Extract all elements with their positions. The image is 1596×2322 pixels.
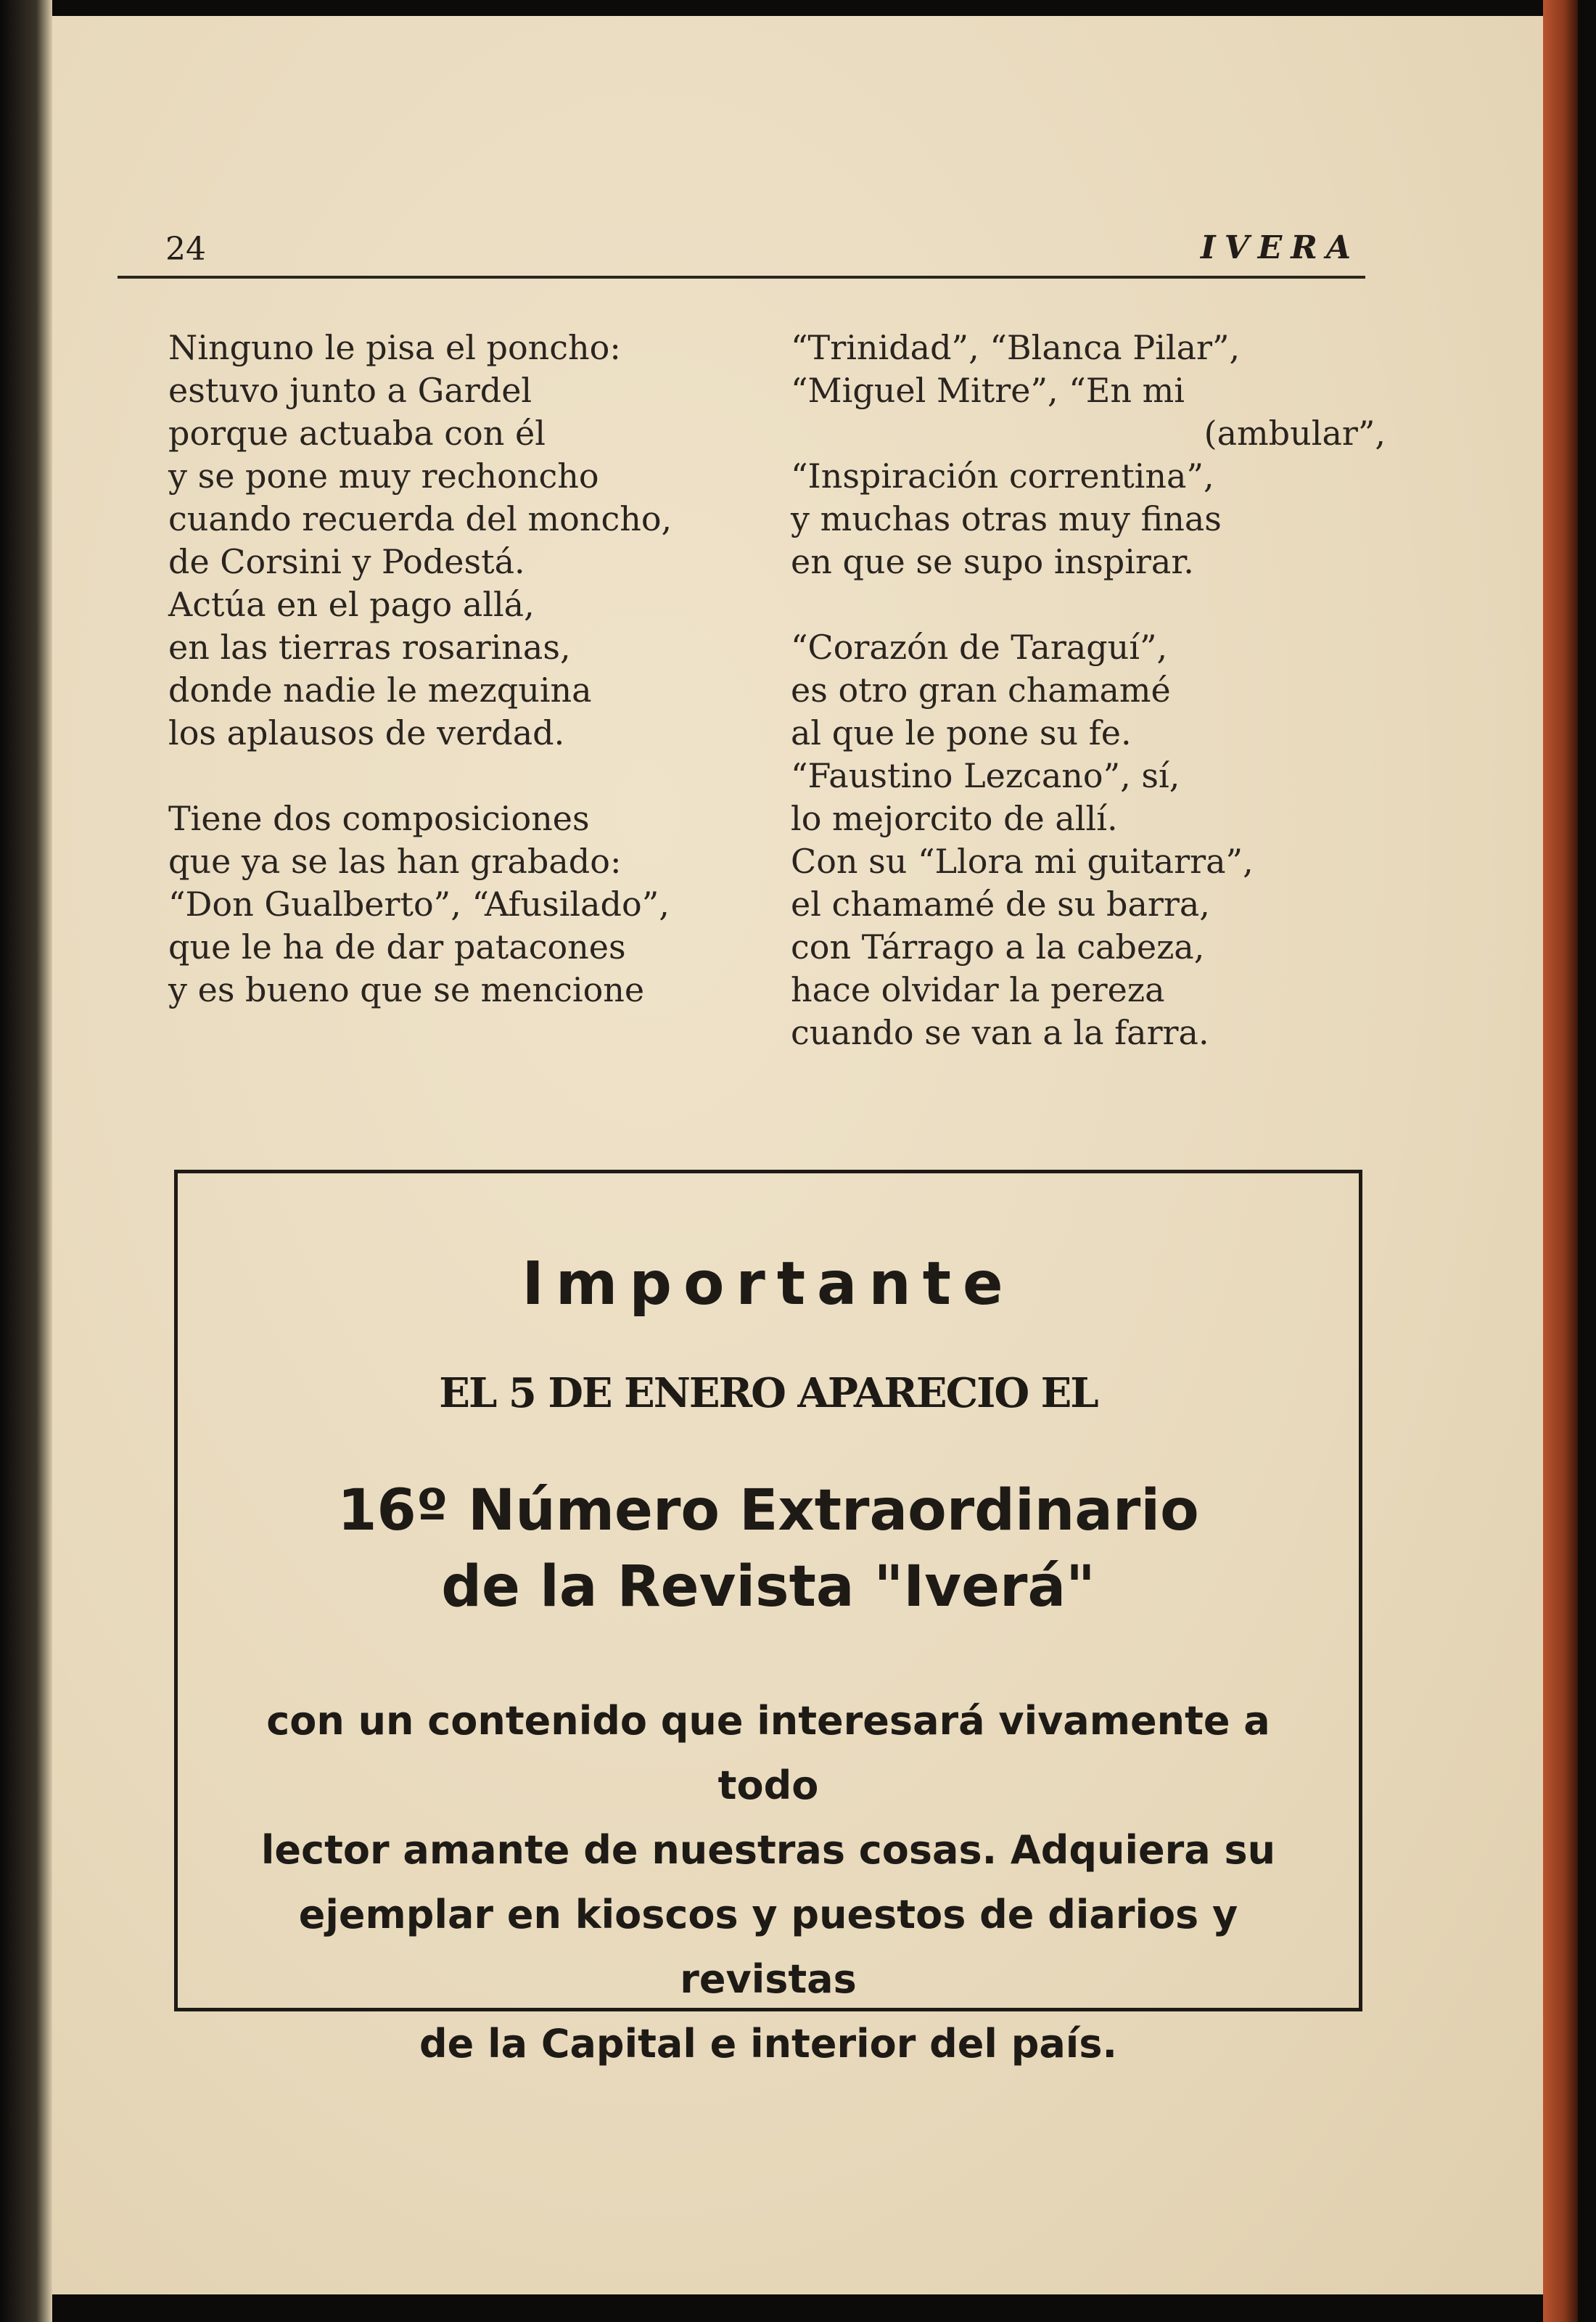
page-header	[118, 218, 1365, 279]
announcement-subheading: EL 5 DE ENERO APARECIO EL	[439, 1369, 1098, 1417]
verse-line: “Inspiración correntina”,	[791, 456, 1214, 496]
verse-line: donde nadie le mezquina	[168, 670, 592, 710]
verse-line: con Tárrago a la cabeza,	[791, 927, 1205, 967]
right-poem-column	[791, 327, 1386, 1097]
verse-line: es otro gran chamamé	[791, 670, 1171, 710]
verse-line: lo mejorcito de allí.	[791, 799, 1118, 838]
verse-line: y es bueno que se mencione	[168, 970, 645, 1009]
verse-line: “Faustino Lezcano”, sí,	[791, 756, 1180, 795]
stanza	[791, 327, 1386, 583]
verse-line: porque actuaba con él	[168, 414, 546, 453]
verse-line-continuation: (ambular”,	[1204, 414, 1386, 453]
verse-line: Tiene dos composiciones	[168, 799, 590, 838]
scan-right-edge	[1543, 0, 1578, 2322]
verse-line: que le ha de dar patacones	[168, 927, 626, 967]
page-number: 24	[165, 231, 206, 268]
verse-line: los aplausos de verdad.	[168, 713, 565, 752]
verse-line: cuando recuerda del moncho,	[168, 499, 672, 538]
verse-line: “Corazón de Taraguí”,	[791, 628, 1168, 667]
verse-line: en que se supo inspirar.	[791, 542, 1194, 581]
verse-line: Actúa en el pago allá,	[168, 585, 535, 624]
verse-line: y muchas otras muy finas	[791, 499, 1222, 538]
stanza	[168, 327, 763, 755]
verse-line: “Don Gualberto”, “Afusilado”,	[168, 885, 670, 924]
verse-line: de Corsini y Podestá.	[168, 542, 525, 581]
verse-line: cuando se van a la farra.	[791, 1013, 1209, 1052]
verse-line: estuvo junto a Gardel	[168, 371, 532, 410]
verse-line: al que le pone su fe.	[791, 713, 1132, 752]
running-title: IVERA	[1201, 229, 1360, 266]
announcement-body-line: lector amante de nuestras cosas. Adquiera su	[260, 1827, 1276, 1873]
stanza	[168, 797, 763, 1012]
announcement-heading: Importante	[522, 1250, 1015, 1318]
verse-line: Con su “Llora mi guitarra”,	[791, 842, 1254, 881]
announcement-box	[174, 1170, 1362, 2067]
scan-left-edge	[0, 0, 52, 2322]
verse-line: y se pone muy rechoncho	[168, 456, 599, 496]
announcement-body	[221, 1689, 1315, 2076]
stanza	[791, 626, 1386, 1054]
announcement-title-line: 16º Número Extraordinario	[337, 1478, 1199, 1543]
left-poem-column	[168, 327, 763, 1054]
announcement-body-line: de la Capital e interior del país.	[419, 2021, 1117, 2067]
announcement-body-line: con un contenido que interesará vivamente a todo	[266, 1698, 1270, 1808]
verse-line: en las tierras rosarinas,	[168, 628, 571, 667]
verse-line: “Miguel Mitre”, “En mi	[791, 371, 1185, 410]
announcement-title-line: de la Revista "Iverá"	[441, 1554, 1095, 1620]
announcement-body-line: ejemplar en kioscos y puestos de diarios y revistas	[298, 1892, 1238, 2002]
verse-line: que ya se las han grabado:	[168, 842, 622, 881]
verse-line: hace olvidar la pereza	[791, 970, 1165, 1009]
verse-line: “Trinidad”, “Blanca Pilar”,	[791, 328, 1241, 367]
verse-line: el chamamé de su barra,	[791, 885, 1210, 924]
verse-line: Ninguno le pisa el poncho:	[168, 328, 621, 367]
